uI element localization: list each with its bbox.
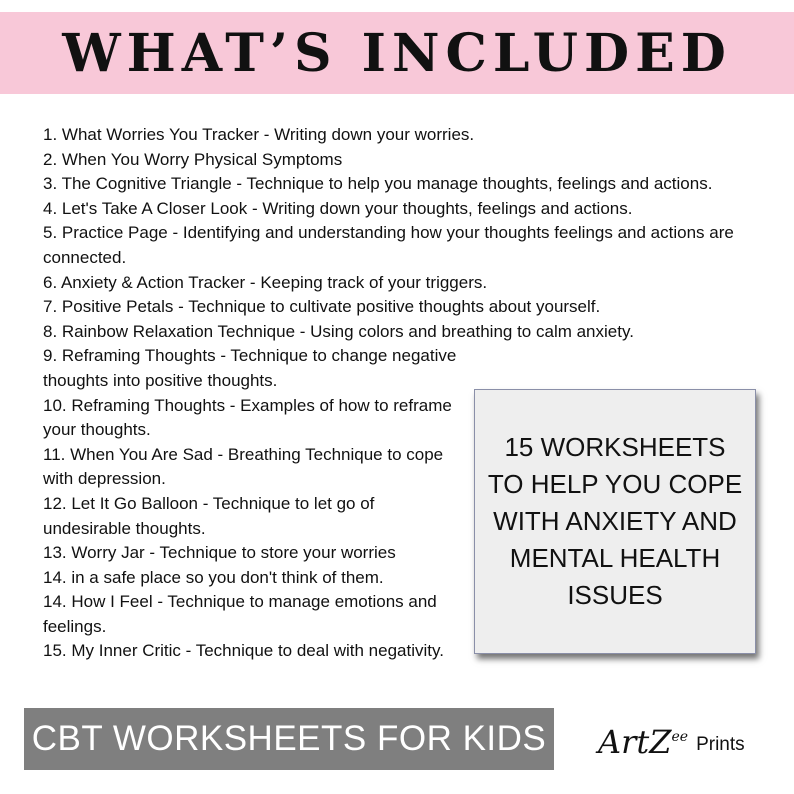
- list-item: 5. Practice Page - Identifying and understanding how your thoughts feelings and actions are connected.: [43, 223, 734, 267]
- list-item: 4. Let's Take A Closer Look - Writing down your thoughts, feelings and actions.: [43, 198, 633, 218]
- brand-logo: [598, 712, 745, 762]
- list-item: 2. When You Worry Physical Symptoms: [43, 149, 343, 169]
- list-item: 14. in a safe place so you don't think of them.: [43, 567, 384, 587]
- worksheets-callout-box: [474, 389, 756, 654]
- page-title: WHAT’S INCLUDED: [62, 22, 732, 84]
- list-item: 9. Reframing Thoughts - Technique to change negative thoughts into positive thoughts.: [43, 346, 457, 390]
- list-item: 3. The Cognitive Triangle - Technique to help you manage thoughts, feelings and actions.: [43, 174, 713, 194]
- list-item: 14. How I Feel - Technique to manage emotions and feelings.: [43, 592, 437, 636]
- list-item: 13. Worry Jar - Technique to store your worries: [43, 543, 396, 563]
- footer-title: CBT WORKSHEETS FOR KIDS: [31, 719, 547, 758]
- header-banner: [0, 12, 794, 94]
- callout-text: 15 WORKSHEETS TO HELP YOU COPE WITH ANXIETY AND MENTAL HEALTH ISSUES: [487, 432, 743, 610]
- footer-banner: [24, 708, 554, 770]
- list-item: 15. My Inner Critic - Technique to deal with negativity.: [43, 641, 444, 661]
- list-item: 12. Let It Go Balloon - Technique to let go of undesirable thoughts.: [43, 493, 375, 538]
- list-item: 7. Positive Petals - Technique to cultivate positive thoughts about yourself.: [43, 297, 601, 317]
- list-item: 6. Anxiety & Action Tracker - Keeping track of your triggers.: [43, 272, 488, 292]
- list-item: 10. Reframing Thoughts - Examples of how to reframe your thoughts.: [43, 395, 452, 440]
- logo-prints-text: Prints: [696, 734, 745, 755]
- list-item: 11. When You Are Sad - Breathing Technique to cope with depression.: [43, 444, 444, 489]
- list-item: 8. Rainbow Relaxation Technique - Using colors and breathing to calm anxiety.: [43, 321, 634, 341]
- list-item: 1. What Worries You Tracker - Writing down your worries.: [43, 125, 475, 144]
- logo-script: ArtZ$^{ee}$: [598, 723, 689, 761]
